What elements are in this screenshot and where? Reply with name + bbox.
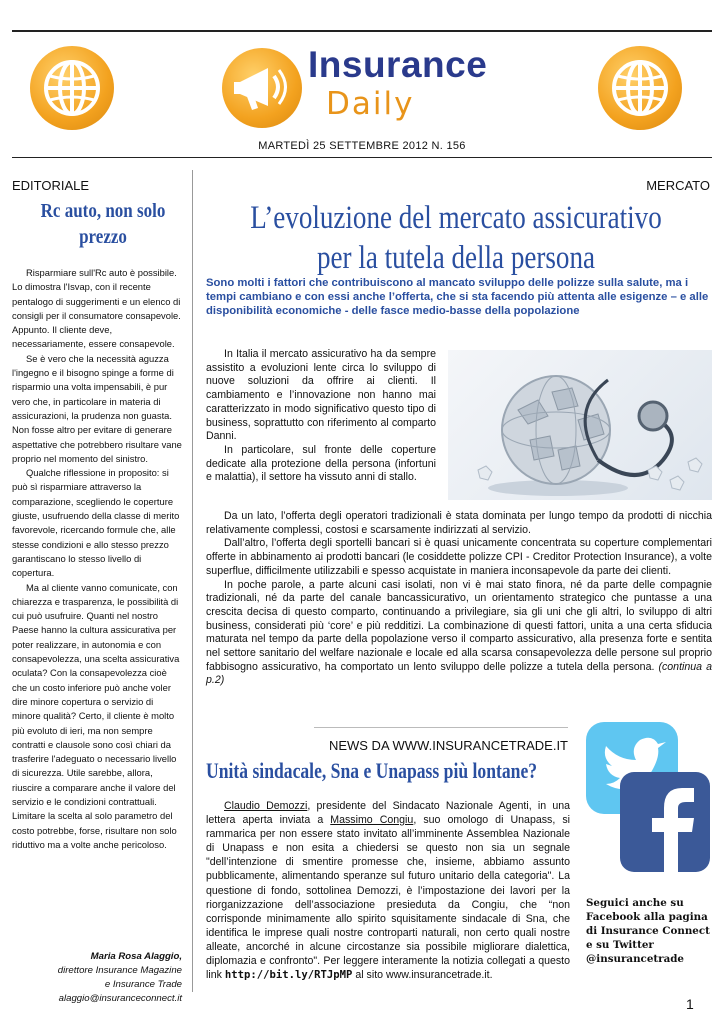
globe-icon bbox=[42, 58, 102, 118]
article-body bbox=[206, 510, 712, 688]
news-text: , presidente del Sindacato Nazionale Agenti, in una lettera aperta inviata a bbox=[206, 800, 570, 827]
article-paragraph-text: In poche parole, a parte alcuni casi isolati, non vi è mai stato finora, né da parte delle compagnie tradizionali, né da parte del canale bancassicurativo, un orientamento strategico che puntasse a una crescita decisa di questo comparto, continuando a privilegiare, sia gli uni che gli altri, lo sviluppo di altri business, considerati più ‘core’ e più redditizi. La combinazione di questi fattori, unita a una certa sfiducia maturata nel tempo da parte della popolazione verso il comparto assicurativo, alla presenza forte e sentita nel settore sanitario del welfare nazionale e locale ed alla scarsa consapevolezza delle persone sul proprio fabbisogno assicurativo, ha comportato un lento sviluppo delle polizze a tutela della persona. bbox=[206, 578, 712, 673]
news-text: , suo omologo di Unapass, si rammarica per non essere stato invitato all’imminente Assemblea Nazionale di Unapass e non esita a chiedersi se questo non sia un segnale "dell’intenzione di smentire promesse che, insieme, abbiamo assunto pubblicamente, alimentando speranze sul futuro unitario della categoria". La questione di fondo, sottolinea Demozzi, è l’impostazione dei lavori per la riorganizzazione dell’associazione presieduta da Congiu, che “non corrisponde minimamente allo spirito squisitamente sindacale di Sna, che identifica le imprese quali nostre controparti naturali, non certo quali nostre alleate, ancorché in alcune circostanze sia possibile migliorare dialettica, diplomazia e confronto". Per leggere interamente la notizia collegati a questo link bbox=[206, 814, 570, 982]
article-paragraph: Dall’altro, l’offerta degli sportelli bancari si è quasi unicamente concentrata su coperture complementari offerte in abbinamento ai prodotti bancari (le cosiddette polizze CPI - Creditor Protection Insurance), a volte superflue, difficilmente utilizzabili e spesso acquistate in maniera inconsapevole da parte dei clienti. bbox=[206, 537, 712, 577]
signature-role: e Insurance Trade bbox=[104, 979, 182, 990]
news-body bbox=[206, 799, 570, 982]
article-paragraph: In Italia il mercato assicurativo ha da sempre assistito a evoluzioni lente circa lo sviluppo di nuove soluzioni da offrire ai clienti. Il cambiamento e l’innovazione non hanno mai caratterizzato in modo significativo questo tipo di business, soprattutto con riferimento al comparto Danni. bbox=[206, 348, 436, 443]
social-badge[interactable] bbox=[586, 722, 712, 890]
article-paragraph: In particolare, sul fronte delle coperture dedicate alla protezione della persona (infortuni e malattia), il settore ha vissuto anni di stallo. bbox=[206, 443, 436, 484]
news-title: Unità sindacale, Sna e Unapass più lontane? bbox=[206, 758, 538, 783]
globe-icon bbox=[610, 58, 670, 118]
editorial-paragraph: Risparmiare sull'Rc auto è possibile. Lo dimostra l'Isvap, con il recente pentalogo di suggerimenti e un elenco di consigli per il consumatore consapevole. Appunto. Il cliente deve, necessariamente, essere consapevole. bbox=[12, 267, 181, 350]
news-text: al sito www.insurancetrade.it. bbox=[352, 969, 493, 982]
article-title-line: L’evoluzione del mercato assicurativo bbox=[250, 200, 662, 236]
signature-role: direttore Insurance Magazine bbox=[57, 965, 182, 976]
issue-dateline: MARTEDÌ 25 SETTEMBRE 2012 N. 156 bbox=[258, 140, 466, 152]
globe-logo-left bbox=[30, 46, 114, 130]
column-divider bbox=[192, 170, 193, 992]
news-section-label: NEWS DA WWW.INSURANCETRADE.IT bbox=[328, 738, 568, 753]
article-title-line: per la tutela della persona bbox=[316, 240, 595, 276]
signature-email: alaggio@insuranceconnect.it bbox=[58, 993, 182, 1004]
editorial-paragraph: Ma al cliente vanno comunicate, con chiarezza e trasparenza, le possibilità di cui può usufruire. Quanti nel nostro Paese hanno la cultura assicurativa per poter realizzare, in autonomia e con consapevolezza, una scelta assicurativa oculata? Con la consapevolezza cioè che un costo inferiore può anche voler dire minore copertura o servizio di minore qualità? Certo, il cliente è molto più evoluto di ieri, ma non sempre contratti e clausole sono così chiari da trasferire l'adeguato o necessario livello di sicurezza. Utile sarebbe, allora, riuscire a comparare anche il valore del servizio e le condizioni contrattuali. Limitare la scelta al solo parametro del costo potrebbe, forse, risultare non solo riduttivo ma a volte anche pericoloso. bbox=[12, 581, 180, 850]
signature-name: Maria Rosa Alaggio, bbox=[90, 951, 182, 962]
top-rule bbox=[12, 30, 712, 32]
article-paragraph: Da un lato, l’offerta degli operatori tradizionali è stata dominata per lungo tempo da prodotti di nicchia relativamente complessi, costosi e scarsamente indirizzati al servizio. bbox=[206, 510, 712, 536]
globe-stethoscope-photo bbox=[448, 350, 712, 500]
editorial-paragraph: Qualche riflessione in proposito: si può sì risparmiare attraverso la comparazione, scegliendo le coperture giuste, usufruendo della classe di merito favorevole, ricercando formule che, alle stesse condizioni e allo stesso prezzo garantiscano lo stesso livello di copertura. bbox=[12, 467, 180, 579]
social-follow-text: Seguici anche su Facebook alla pagina di Insurance Connect e su Twitter @insurancetrade bbox=[586, 897, 710, 965]
news-paragraph bbox=[206, 799, 570, 982]
editorial-body bbox=[12, 266, 182, 852]
news-rule bbox=[314, 727, 568, 728]
logo-wordmark-insurance: Insurance bbox=[308, 44, 488, 85]
article-paragraph bbox=[206, 579, 712, 689]
news-link[interactable]: http://bit.ly/RTJpMP bbox=[224, 969, 353, 982]
logo-wordmark-daily: Daily bbox=[326, 86, 415, 122]
editorial-paragraph: Se è vero che la necessità aguzza l'ingegno e il bisogno spinge a forme di risparmio una volta impensabili, è pur vero che, in particolare in materia di assicurazioni, la prudenza non guasta. Non fosse altro per evitare di generare aspettative che potrebbero risultare vane proprio nel momento del sinistro. bbox=[12, 352, 182, 464]
insurance-daily-logo bbox=[222, 42, 522, 130]
news-person-demozzi: Claudio Demozzi bbox=[224, 800, 308, 812]
editorial-signature bbox=[10, 950, 182, 1006]
editorial-title: Rc auto, non solo prezzo bbox=[40, 200, 166, 248]
megaphone-icon bbox=[222, 48, 302, 128]
header-rule bbox=[12, 157, 712, 158]
article-title bbox=[246, 198, 666, 278]
section-label-mercato: MERCATO bbox=[646, 178, 710, 193]
news-person-congiu: Massimo Congiu bbox=[330, 814, 414, 827]
globe-logo-right bbox=[598, 46, 682, 130]
article-subtitle: Sono molti i fattori che contribuiscono al mancato sviluppo delle polizze sulla salute, ma i tempi cambiano e con essi anche l’offerta, che si sta facendo più attenta alle esigenze – e alle disponibilità economiche - delle fasce medio-basse della popolazione bbox=[206, 277, 709, 317]
article-intro bbox=[206, 348, 436, 485]
continue-link[interactable]: (continua a p.2) bbox=[206, 660, 712, 687]
page-number: 1 bbox=[686, 996, 694, 1012]
section-label-editoriale: EDITORIALE bbox=[12, 178, 90, 193]
